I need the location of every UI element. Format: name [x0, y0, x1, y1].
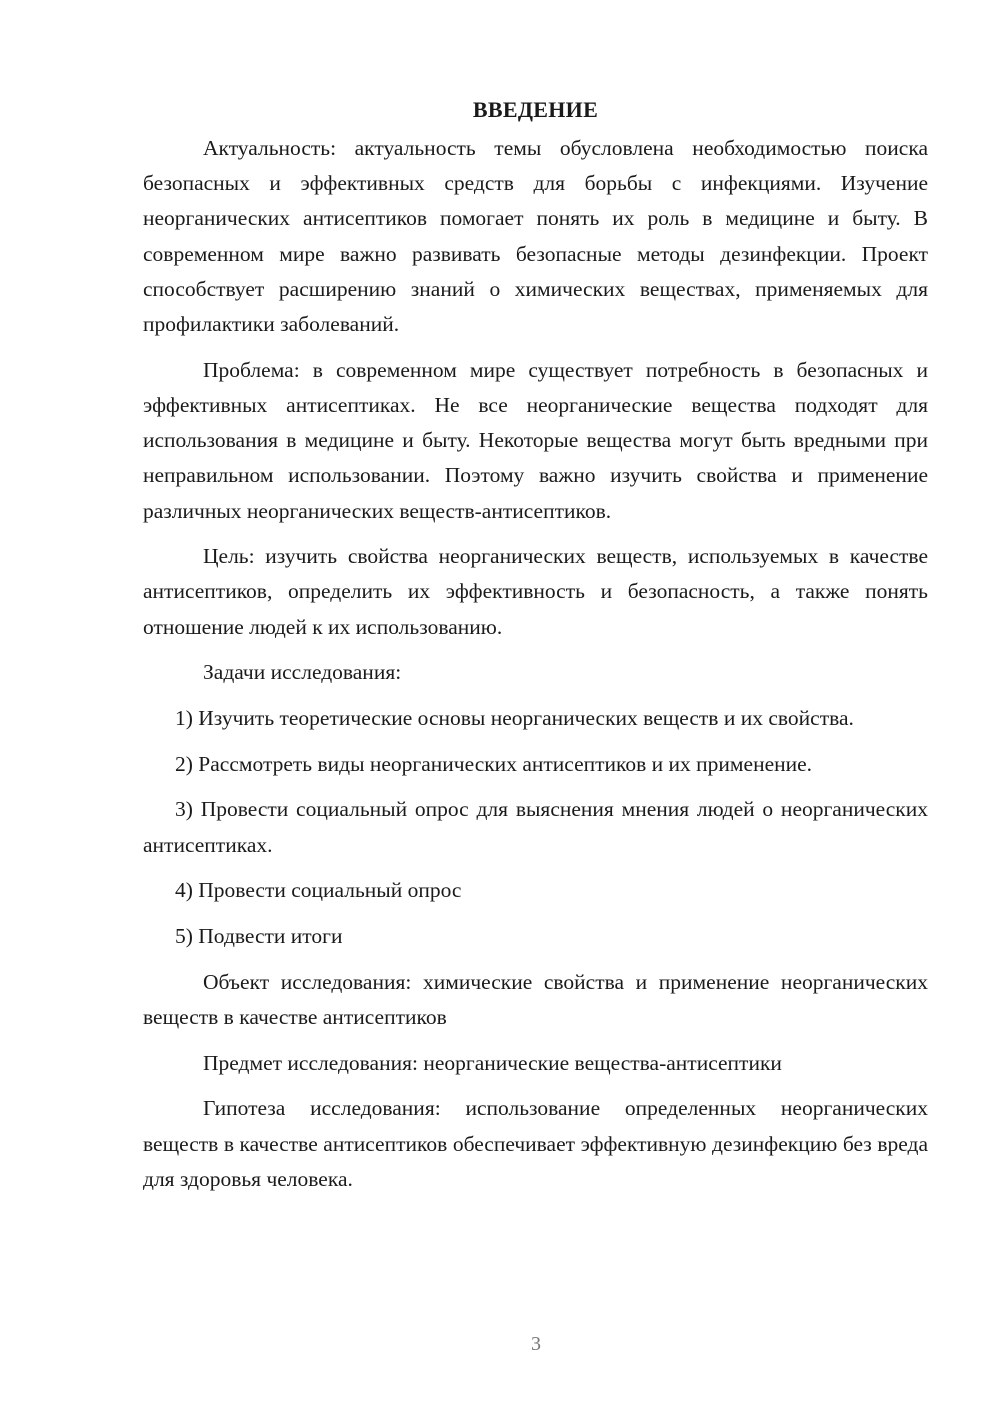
task-item-5: 5) Подвести итоги: [175, 924, 343, 949]
problem-paragraph: Проблема: в современном мире существует потребность в безопасных и эффективных антисептиках. Не все неорганические вещества подходят для использования в медицине и быту. Некоторые вещества могут быть вредными при неправильном использовании. Поэтому важно изучить свойства и применение различных неорганических веществ-антисептиков.: [143, 357, 928, 523]
relevance-paragraph: Актуальность: актуальность темы обусловлена необходимостью поиска безопасных и эффективных средств для борьбы с инфекциями. Изучение неорганических антисептиков помогает понять их роль в медицине и быту. В современном мире важно развивать безопасные методы дезинфекции. Проект способствует расширению знаний о химических веществах, применяемых для профилактики заболеваний.: [143, 136, 928, 337]
goal-paragraph: Цель: изучить свойства неорганических веществ, используемых в качестве антисептиков, определить их эффективность и безопасность, а также понять отношение людей к их использованию.: [143, 544, 928, 639]
tasks-heading: Задачи исследования:: [203, 660, 402, 685]
hypothesis-paragraph: Гипотеза исследования: использование определенных неорганических веществ в качестве антисептиков обеспечивает эффективную дезинфекцию без вреда для здоровья человека.: [143, 1096, 928, 1191]
task-item-4: 4) Провести социальный опрос: [175, 878, 462, 903]
task-item-1: 1) Изучить теоретические основы неорганических веществ и их свойства.: [175, 706, 854, 731]
object-paragraph: Объект исследования: химические свойства и применение неорганических веществ в качестве антисептиков: [143, 969, 928, 1029]
document-page: [143, 92, 928, 1207]
page-title: ВВЕДЕНИЕ: [472, 97, 599, 122]
subject-paragraph: Предмет исследования: неорганические вещества-антисептики: [203, 1050, 782, 1075]
task-item-3: 3) Провести социальный опрос для выяснения мнения людей о неорганических антисептиках.: [143, 797, 928, 857]
page-number: 3: [531, 1333, 541, 1355]
task-item-2: 2) Рассмотреть виды неорганических антисептиков и их применение.: [175, 751, 813, 776]
